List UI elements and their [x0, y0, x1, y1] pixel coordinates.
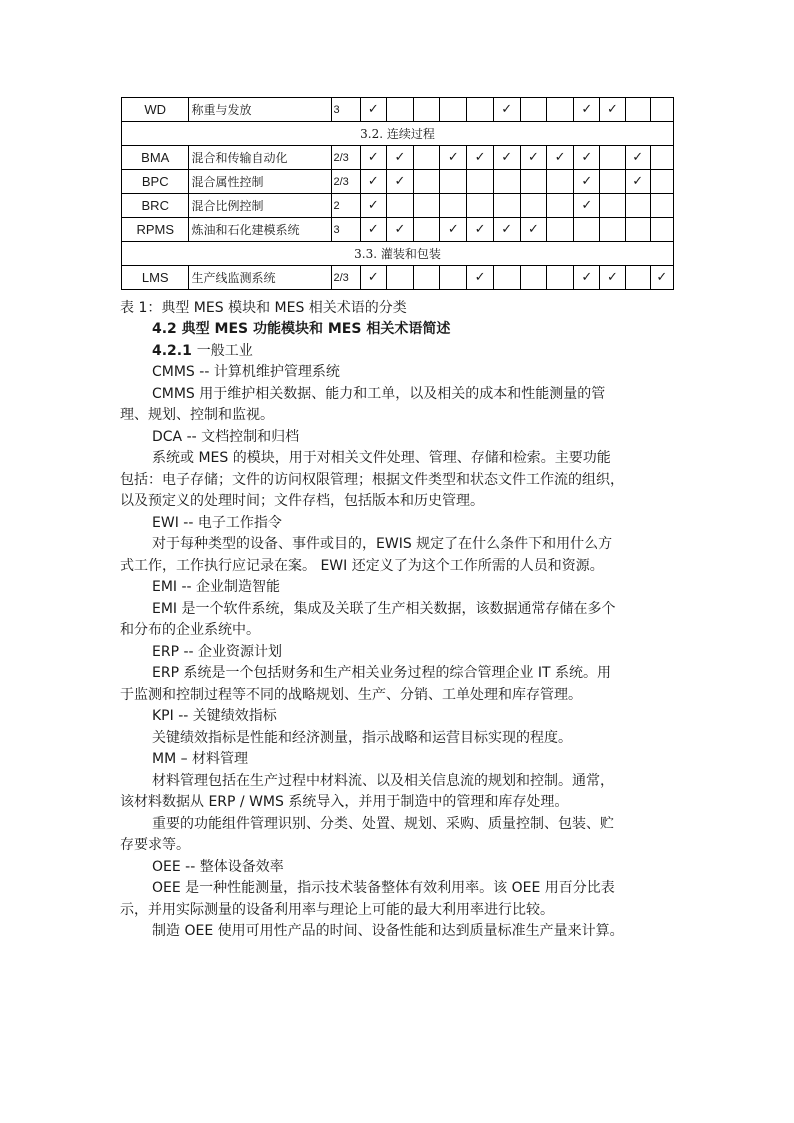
empty-cell — [625, 218, 650, 242]
section-label: 3.3. 灌装和包装 — [122, 242, 674, 266]
empty-cell — [600, 218, 625, 242]
table-row — [122, 170, 674, 194]
text-line: 重要的功能组件管理识别、分类、处置、规划、采购、质量控制、包装、贮 — [152, 815, 614, 832]
checkmark-cell: ✓ — [574, 266, 600, 290]
checkmark-cell: ✓ — [493, 218, 520, 242]
module-description: 生产线监测系统 — [189, 266, 331, 290]
text-line: MM – 材料管理 — [152, 751, 249, 767]
text-line: KPI -- 关键绩效指标 — [152, 708, 277, 724]
checkmark-cell: ✓ — [650, 266, 673, 290]
empty-cell — [650, 218, 673, 242]
text-line: EMI 是一个软件系统，集成及关联了生产相关数据，该数据通常存储在多个 — [152, 600, 616, 617]
checkmark-cell: ✓ — [360, 218, 386, 242]
text-line: OEE -- 整体设备效率 — [152, 858, 284, 875]
table-row — [122, 218, 674, 242]
table-row — [122, 146, 674, 170]
empty-cell — [600, 194, 625, 218]
section-label: 3.2. 连续过程 — [122, 122, 674, 146]
module-level: 2/3 — [331, 146, 360, 170]
text-line: 系统或 MES 的模块，用于对相关文件处理、管理、存储和检索。主要功能 — [152, 450, 611, 466]
empty-cell — [386, 266, 413, 290]
text-line: 理、规划、控制和监视。 — [120, 407, 274, 423]
empty-cell — [547, 194, 574, 218]
empty-cell — [650, 170, 673, 194]
empty-cell — [547, 98, 574, 122]
checkmark-cell: ✓ — [625, 170, 650, 194]
module-description: 混合和传输自动化 — [189, 146, 331, 170]
text-line: 材料管理包括在生产过程中材料流、以及相关信息流的规划和控制。通常， — [152, 772, 614, 789]
empty-cell — [520, 170, 546, 194]
checkmark-cell: ✓ — [360, 170, 386, 194]
text-line: ERP -- 企业资源计划 — [152, 643, 283, 660]
checkmark-cell: ✓ — [574, 98, 600, 122]
module-level: 2/3 — [331, 170, 360, 194]
empty-cell — [547, 266, 574, 290]
checkmark-cell: ✓ — [547, 146, 574, 170]
text-line: 对于每种类型的设备、事件或目的，EWIS 规定了在什么条件下和用什么方 — [152, 536, 613, 552]
text-line: 该材料数据从 ERP / WMS 系统导入，并用于制造中的管理和库存处理。 — [120, 794, 569, 810]
checkmark-cell: ✓ — [440, 146, 467, 170]
table-row — [122, 98, 674, 122]
subsection-label: 一般工业 — [196, 342, 253, 359]
checkmark-cell: ✓ — [386, 170, 413, 194]
empty-cell — [625, 266, 650, 290]
text-line: OEE 是一种性能测量，指示技术装备整体有效利用率。该 OEE 用百分比表 — [152, 880, 615, 896]
module-abbreviation: LMS — [122, 266, 189, 290]
empty-cell — [440, 170, 467, 194]
empty-cell — [414, 146, 440, 170]
module-level: 3 — [331, 218, 360, 242]
empty-cell — [493, 266, 520, 290]
checkmark-cell: ✓ — [467, 218, 493, 242]
table-row — [122, 194, 674, 218]
table-caption: 表 1：典型 MES 模块和 MES 相关术语的分类 — [120, 300, 407, 316]
empty-cell — [600, 170, 625, 194]
empty-cell — [414, 194, 440, 218]
document-body — [120, 297, 678, 943]
section-heading: 4.2 典型 MES 功能模块和 MES 相关术语简述 — [152, 321, 451, 337]
checkmark-cell: ✓ — [467, 266, 493, 290]
empty-cell — [650, 98, 673, 122]
empty-cell — [414, 218, 440, 242]
module-abbreviation: WD — [122, 98, 189, 122]
empty-cell — [440, 266, 467, 290]
module-level: 2 — [331, 194, 360, 218]
text-line: DCA -- 文档控制和归档 — [152, 428, 300, 445]
empty-cell — [467, 98, 493, 122]
subsection-number: 4.2.1 — [152, 342, 192, 359]
module-description: 混合属性控制 — [189, 170, 331, 194]
module-description: 炼油和石化建模系统 — [189, 218, 331, 242]
mes-classification-table — [121, 97, 674, 290]
checkmark-cell: ✓ — [360, 194, 386, 218]
module-abbreviation: BPC — [122, 170, 189, 194]
empty-cell — [650, 194, 673, 218]
checkmark-cell: ✓ — [467, 146, 493, 170]
table-section-row — [122, 242, 674, 266]
module-abbreviation: BMA — [122, 146, 189, 170]
text-line: 式工作，工作执行应记录在案。 EWI 还定义了为这个工作所需的人员和资源。 — [120, 557, 604, 574]
empty-cell — [520, 266, 546, 290]
text-line: 以及预定义的处理时间；文件存档，包括版本和历史管理。 — [120, 493, 484, 509]
empty-cell — [547, 170, 574, 194]
empty-cell — [414, 98, 440, 122]
checkmark-cell: ✓ — [386, 218, 413, 242]
checkmark-cell: ✓ — [360, 266, 386, 290]
checkmark-cell: ✓ — [600, 98, 625, 122]
checkmark-cell: ✓ — [574, 170, 600, 194]
text-line: CMMS -- 计算机维护管理系统 — [152, 364, 340, 380]
checkmark-cell: ✓ — [493, 98, 520, 122]
checkmark-cell: ✓ — [625, 146, 650, 170]
empty-cell — [625, 194, 650, 218]
empty-cell — [493, 194, 520, 218]
empty-cell — [386, 194, 413, 218]
module-description: 混合比例控制 — [189, 194, 331, 218]
text-line: EWI -- 电子工作指令 — [152, 514, 282, 531]
table-row — [122, 266, 674, 290]
empty-cell — [520, 98, 546, 122]
checkmark-cell: ✓ — [520, 218, 546, 242]
body-text — [120, 362, 678, 943]
empty-cell — [650, 146, 673, 170]
empty-cell — [440, 194, 467, 218]
text-line: CMMS 用于维护相关数据、能力和工单，以及相关的成本和性能测量的管 — [152, 385, 606, 402]
module-description: 称重与发放 — [189, 98, 331, 122]
checkmark-cell: ✓ — [493, 146, 520, 170]
module-level: 3 — [331, 98, 360, 122]
module-abbreviation: BRC — [122, 194, 189, 218]
empty-cell — [467, 194, 493, 218]
empty-cell — [625, 98, 650, 122]
checkmark-cell: ✓ — [440, 218, 467, 242]
module-level: 2/3 — [331, 266, 360, 290]
text-line: ERP 系统是一个包括财务和生产相关业务过程的综合管理企业 IT 系统。用 — [152, 665, 612, 681]
table-section-row — [122, 122, 674, 146]
text-line: 示，并用实际测量的设备利用率与理论上可能的最大利用率进行比较。 — [120, 901, 554, 918]
empty-cell — [574, 218, 600, 242]
checkmark-cell: ✓ — [386, 146, 413, 170]
empty-cell — [600, 146, 625, 170]
text-line: EMI -- 企业制造智能 — [152, 579, 281, 595]
empty-cell — [414, 170, 440, 194]
text-line: 存要求等。 — [120, 837, 190, 853]
checkmark-cell: ✓ — [520, 146, 546, 170]
module-abbreviation: RPMS — [122, 218, 189, 242]
empty-cell — [440, 98, 467, 122]
checkmark-cell: ✓ — [360, 146, 386, 170]
checkmark-cell: ✓ — [360, 98, 386, 122]
text-line: 于监测和控制过程等不同的战略规划、生产、分销、工单处理和库存管理。 — [120, 686, 582, 703]
text-line: 制造 OEE 使用可用性产品的时间、设备性能和达到质量标准生产量来计算。 — [152, 923, 624, 939]
subsection-heading — [120, 341, 678, 363]
empty-cell — [547, 218, 574, 242]
text-line: 包括：电子存储；文件的访问权限管理；根据文件类型和状态文件工作流的组织， — [120, 471, 624, 488]
empty-cell — [493, 170, 520, 194]
empty-cell — [386, 98, 413, 122]
text-line: 关键绩效指标是性能和经济测量，指示战略和运营目标实现的程度。 — [152, 729, 572, 746]
checkmark-cell: ✓ — [600, 266, 625, 290]
text-line: 和分布的企业系统中。 — [120, 622, 260, 638]
empty-cell — [467, 170, 493, 194]
checkmark-cell: ✓ — [574, 146, 600, 170]
empty-cell — [414, 266, 440, 290]
empty-cell — [520, 194, 546, 218]
checkmark-cell: ✓ — [574, 194, 600, 218]
